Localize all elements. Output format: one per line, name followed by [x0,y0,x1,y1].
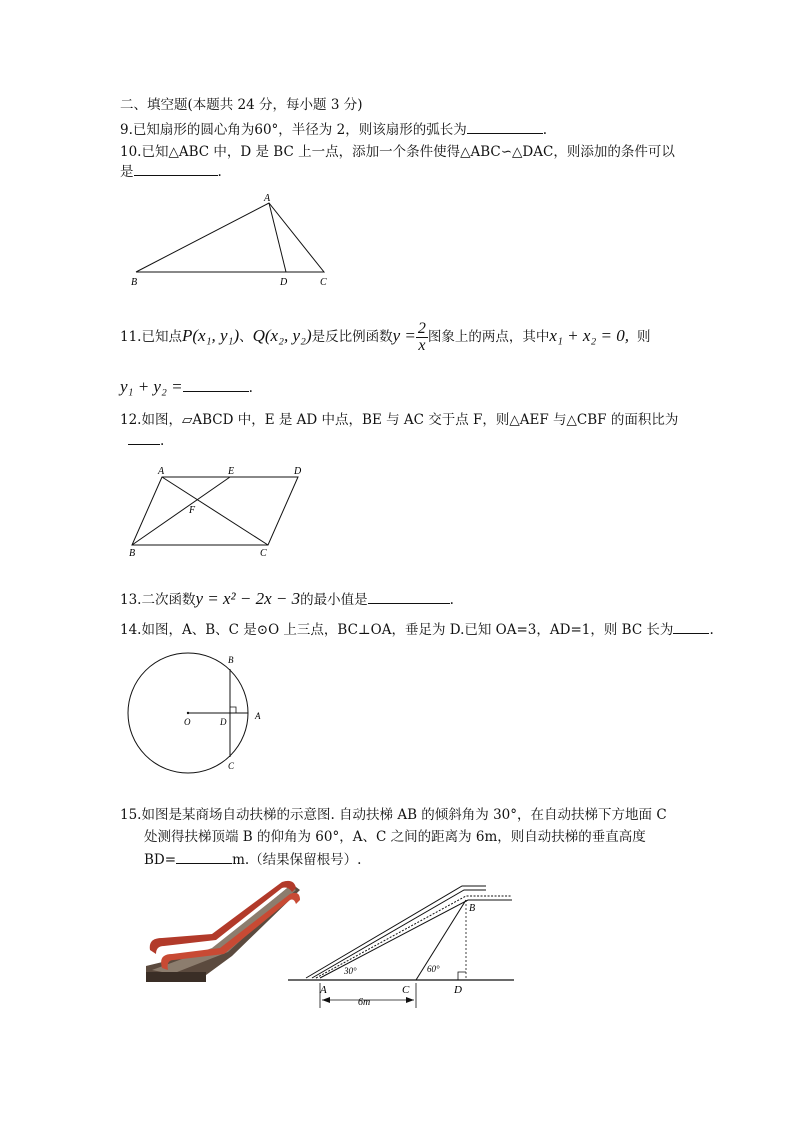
answer-blank-12[interactable] [128,431,160,445]
q11-pre: 11.已知点 [120,329,182,345]
question-11-line1 [120,318,651,354]
q13-post: 的最小值是 [300,592,368,608]
label-F: F [189,505,196,516]
q11-func-lhs: y = [392,326,416,345]
answer-blank-11[interactable] [183,378,249,392]
distance-label: 6m [358,997,371,1008]
q11-point-p: P(x₁, y₁) [181,326,240,345]
angle-60-label: 60° [427,964,440,974]
label-E: E [228,466,235,477]
angle-30-label: 30° [344,966,357,976]
question-13-end: . [449,592,454,608]
question-15-end: m.（结果保留根号）. [232,852,362,868]
answer-blank-13[interactable] [368,590,450,604]
q11-fraction [416,321,428,354]
q11-mid2: 图象上的两点，其中 [427,329,550,345]
question-13 [120,588,454,611]
label-A: A [158,466,165,477]
question-11-end: . [248,380,253,396]
label-B: B [129,548,136,559]
label-B: B [469,903,476,914]
label-O: O [184,717,191,727]
q13-expr: y = x² − 2x − 3 [195,589,301,608]
question-14-end: . [709,622,714,638]
question-10-end: . [217,164,222,180]
q11-sum: y₁ + y₂ = [120,377,183,396]
q11-point-q: Q(x₂, y₂) [252,326,312,345]
question-12-end: . [160,433,165,449]
section-title: 二、填空题(本题共 24 分，每小题 3 分) [120,97,363,113]
question-10-line2-start: 是 [120,164,134,180]
question-12-line1: 12.如图，▱ABCD 中，E 是 AD 中点，BE 与 AC 交于点 F，则△AEF 与△CBF 的面积比为 [120,412,679,428]
question-15-line3 [144,850,361,869]
question-10-line1: 10.已知△ABC 中，D 是 BC 上一点，添加一个条件使得△ABC∽△DAC，则添加的条件可以 [120,144,675,160]
circle-figure [120,645,295,775]
question-14 [120,620,714,639]
question-15-line2: 处测得扶梯顶端 B 的仰角为 60°，A、C 之间的距离为 6m，则自动扶梯的垂直高度 [144,829,646,845]
q11-frac-num: 2 [417,320,426,337]
answer-blank-14[interactable] [673,620,709,634]
escalator-photo [142,880,302,985]
q13-pre: 13.二次函数 [120,592,196,608]
q11-mid: 是反比例函数 [311,329,393,345]
triangle-abc-figure [120,190,350,295]
answer-blank-15[interactable] [176,850,232,864]
label-D: D [454,984,462,996]
question-9-end: . [542,122,547,138]
parallelogram-figure [120,462,320,562]
question-9-text: 9.已知扇形的圆心角为60°，半径为 2，则该扇形的弧长为 [120,122,467,138]
q11-cond: x₁ + x₂ = 0, [549,326,630,345]
escalator-diagram [286,880,526,1010]
q11-sep: 、 [239,329,253,345]
label-C: C [402,984,410,996]
q15-bd: BD= [144,852,177,868]
label-A: A [264,193,271,204]
question-10-line2 [120,162,222,181]
label-C: C [320,277,327,288]
label-B: B [131,277,138,288]
label-A: A [320,984,327,996]
question-15-line1: 15.如图是某商场自动扶梯的示意图. 自动扶梯 AB 的倾斜角为 30°，在自动扶梯下方地面 C [120,807,667,823]
label-B: B [228,655,234,665]
label-C: C [228,761,235,771]
label-D: D [220,717,227,727]
label-C: C [260,548,267,559]
answer-blank-10[interactable] [134,162,218,176]
label-D: D [280,277,288,288]
q11-tail: 则 [637,329,651,345]
q11-frac-den: x [418,337,426,354]
question-14-text: 14.如图，A、B、C 是⊙O 上三点，BC⊥OA，垂足为 D.已知 OA=3，AD=1，则 BC 长为 [120,622,674,638]
answer-blank-9[interactable] [467,120,543,134]
question-9 [120,120,547,139]
label-D: D [294,466,302,477]
question-12-line2 [120,431,164,450]
label-A: A [255,711,261,721]
question-11-line2 [120,378,253,397]
